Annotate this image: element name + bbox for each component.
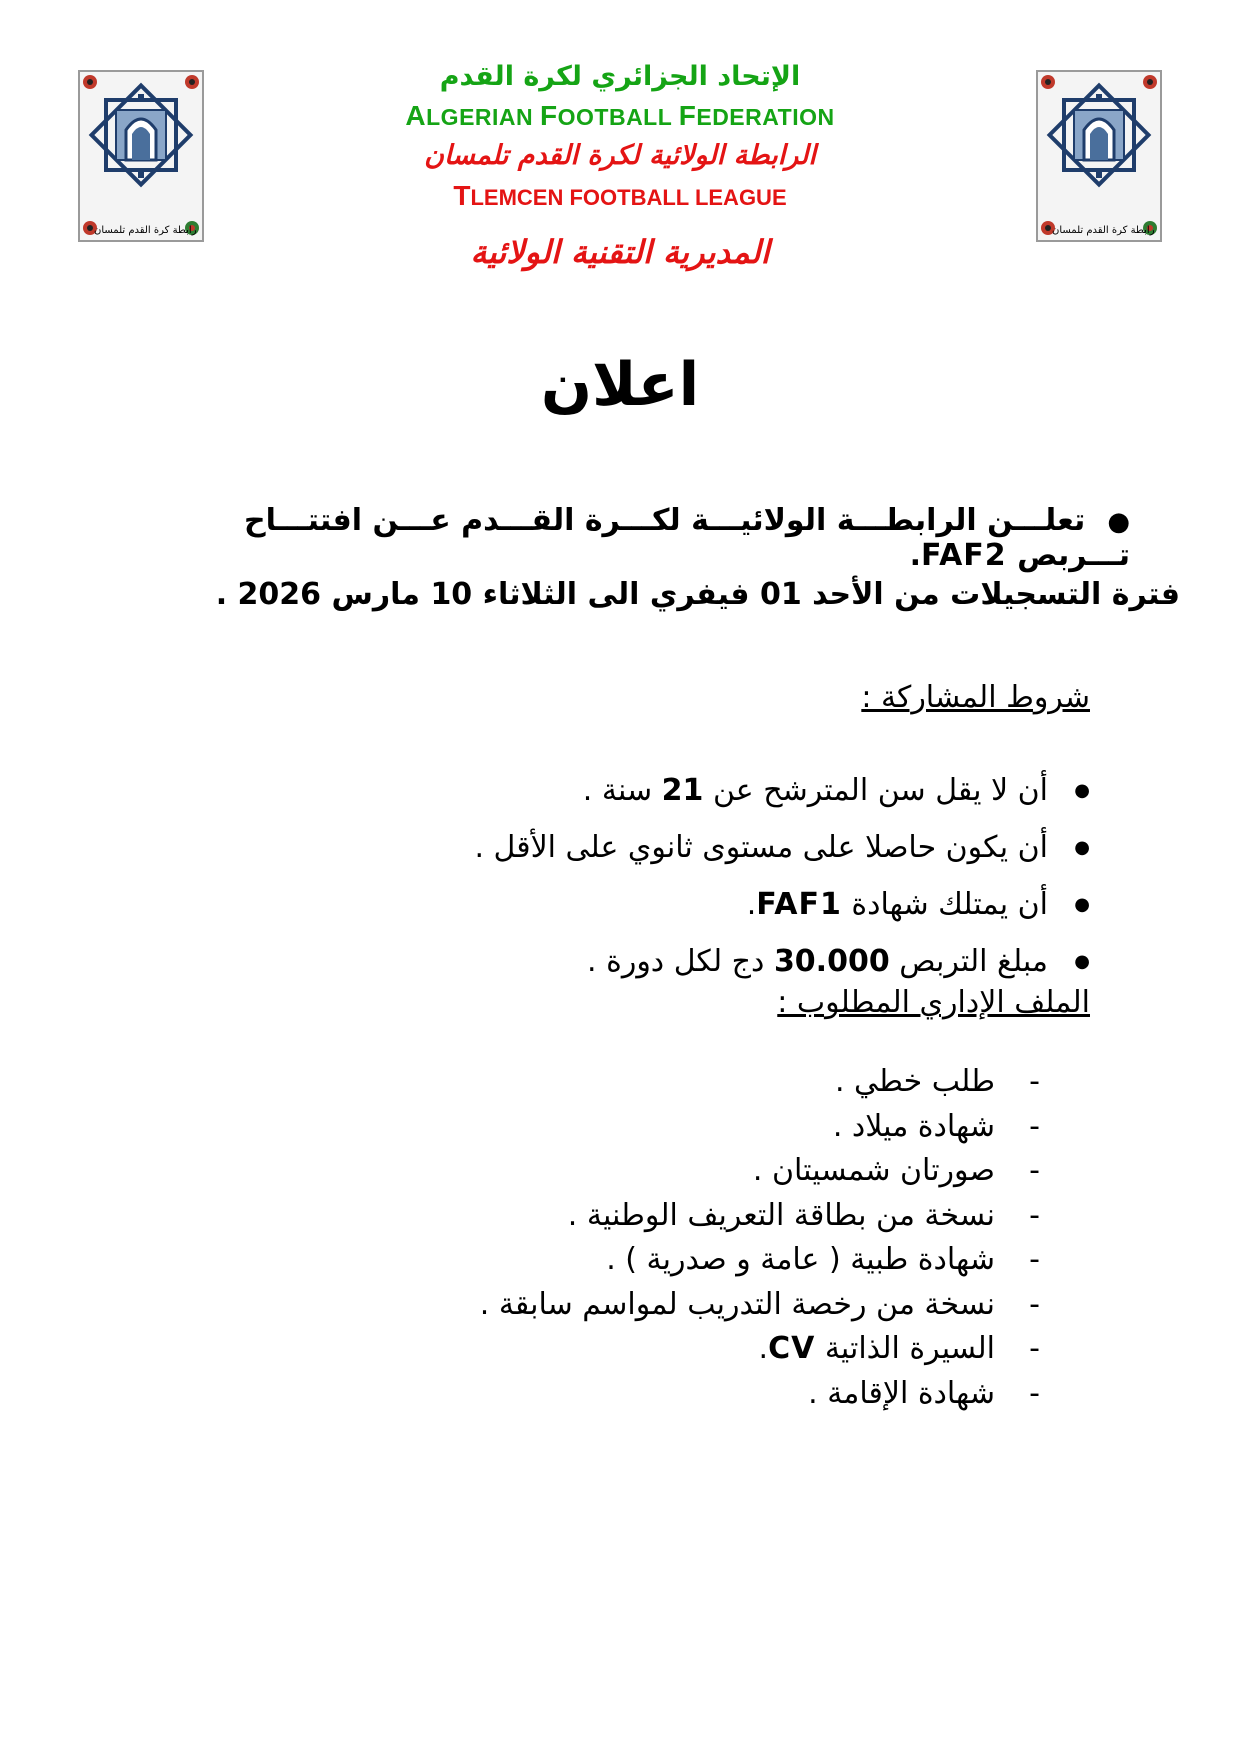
list-item: ● مبلغ التربص 30.000 دج لكل دورة . — [474, 933, 1090, 990]
league-name-ar: الرابطة الولائية لكرة القدم تلمسان — [424, 140, 816, 171]
logo-caption: رابطة كرة القدم تلمسان — [94, 225, 197, 236]
federation-name-en: ALGERIAN FOOTBALL FEDERATION — [405, 100, 835, 131]
registration-period: فترة التسجيلات من الأحد 01 فيفري الى الثلاثاء 10 مارس 2026 . — [215, 577, 1180, 612]
list-item: ● أن لا يقل سن المترشح عن 21 سنة . — [474, 762, 1090, 819]
file-list — [480, 1060, 1040, 1416]
list-item: - نسخة من رخصة التدريب لمواسم سابقة . — [480, 1283, 1040, 1328]
league-emblem-icon — [78, 70, 204, 242]
league-logo-left — [78, 70, 204, 242]
logo-caption: رابطة كرة القدم تلمسان — [1052, 225, 1155, 236]
league-emblem-icon — [1036, 70, 1162, 242]
letterhead — [380, 58, 860, 285]
league-name-en: TLEMCEN FOOTBALL LEAGUE — [453, 180, 787, 211]
league-logo-right — [1036, 70, 1162, 242]
list-item: - طلب خطي . — [480, 1060, 1040, 1105]
directorate-name-ar: المديرية التقنية الولائية — [470, 233, 770, 271]
conditions-list — [474, 762, 1090, 990]
list-item: - شهادة الإقامة . — [480, 1372, 1040, 1417]
list-item: - السيرة الذاتية CV. — [480, 1327, 1040, 1372]
list-item: - نسخة من بطاقة التعريف الوطنية . — [480, 1194, 1040, 1239]
announcement-line-1: ●تعلـــن الرابطـــة الولائيـــة لكـــرة القـــدم عـــن افتتـــاح تـــربص FAF2. — [243, 503, 1130, 573]
file-title: الملف الإداري المطلوب : — [777, 985, 1090, 1020]
list-item: ● أن يمتلك شهادة FAF1. — [474, 876, 1090, 933]
list-item: - شهادة ميلاد . — [480, 1105, 1040, 1150]
list-item: - صورتان شمسيتان . — [480, 1149, 1040, 1194]
bullet-icon: ● — [1107, 507, 1130, 537]
conditions-title: شروط المشاركة : — [861, 680, 1090, 715]
list-item: - شهادة طبية ( عامة و صدرية ) . — [480, 1238, 1040, 1283]
page-title: اعلان — [540, 350, 700, 420]
federation-name-ar: الإتحاد الجزائري لكرة القدم — [439, 61, 801, 92]
course-code: FAF2 — [921, 538, 1007, 573]
list-item: ● أن يكون حاصلا على مستوى ثانوي على الأقل . — [474, 819, 1090, 876]
